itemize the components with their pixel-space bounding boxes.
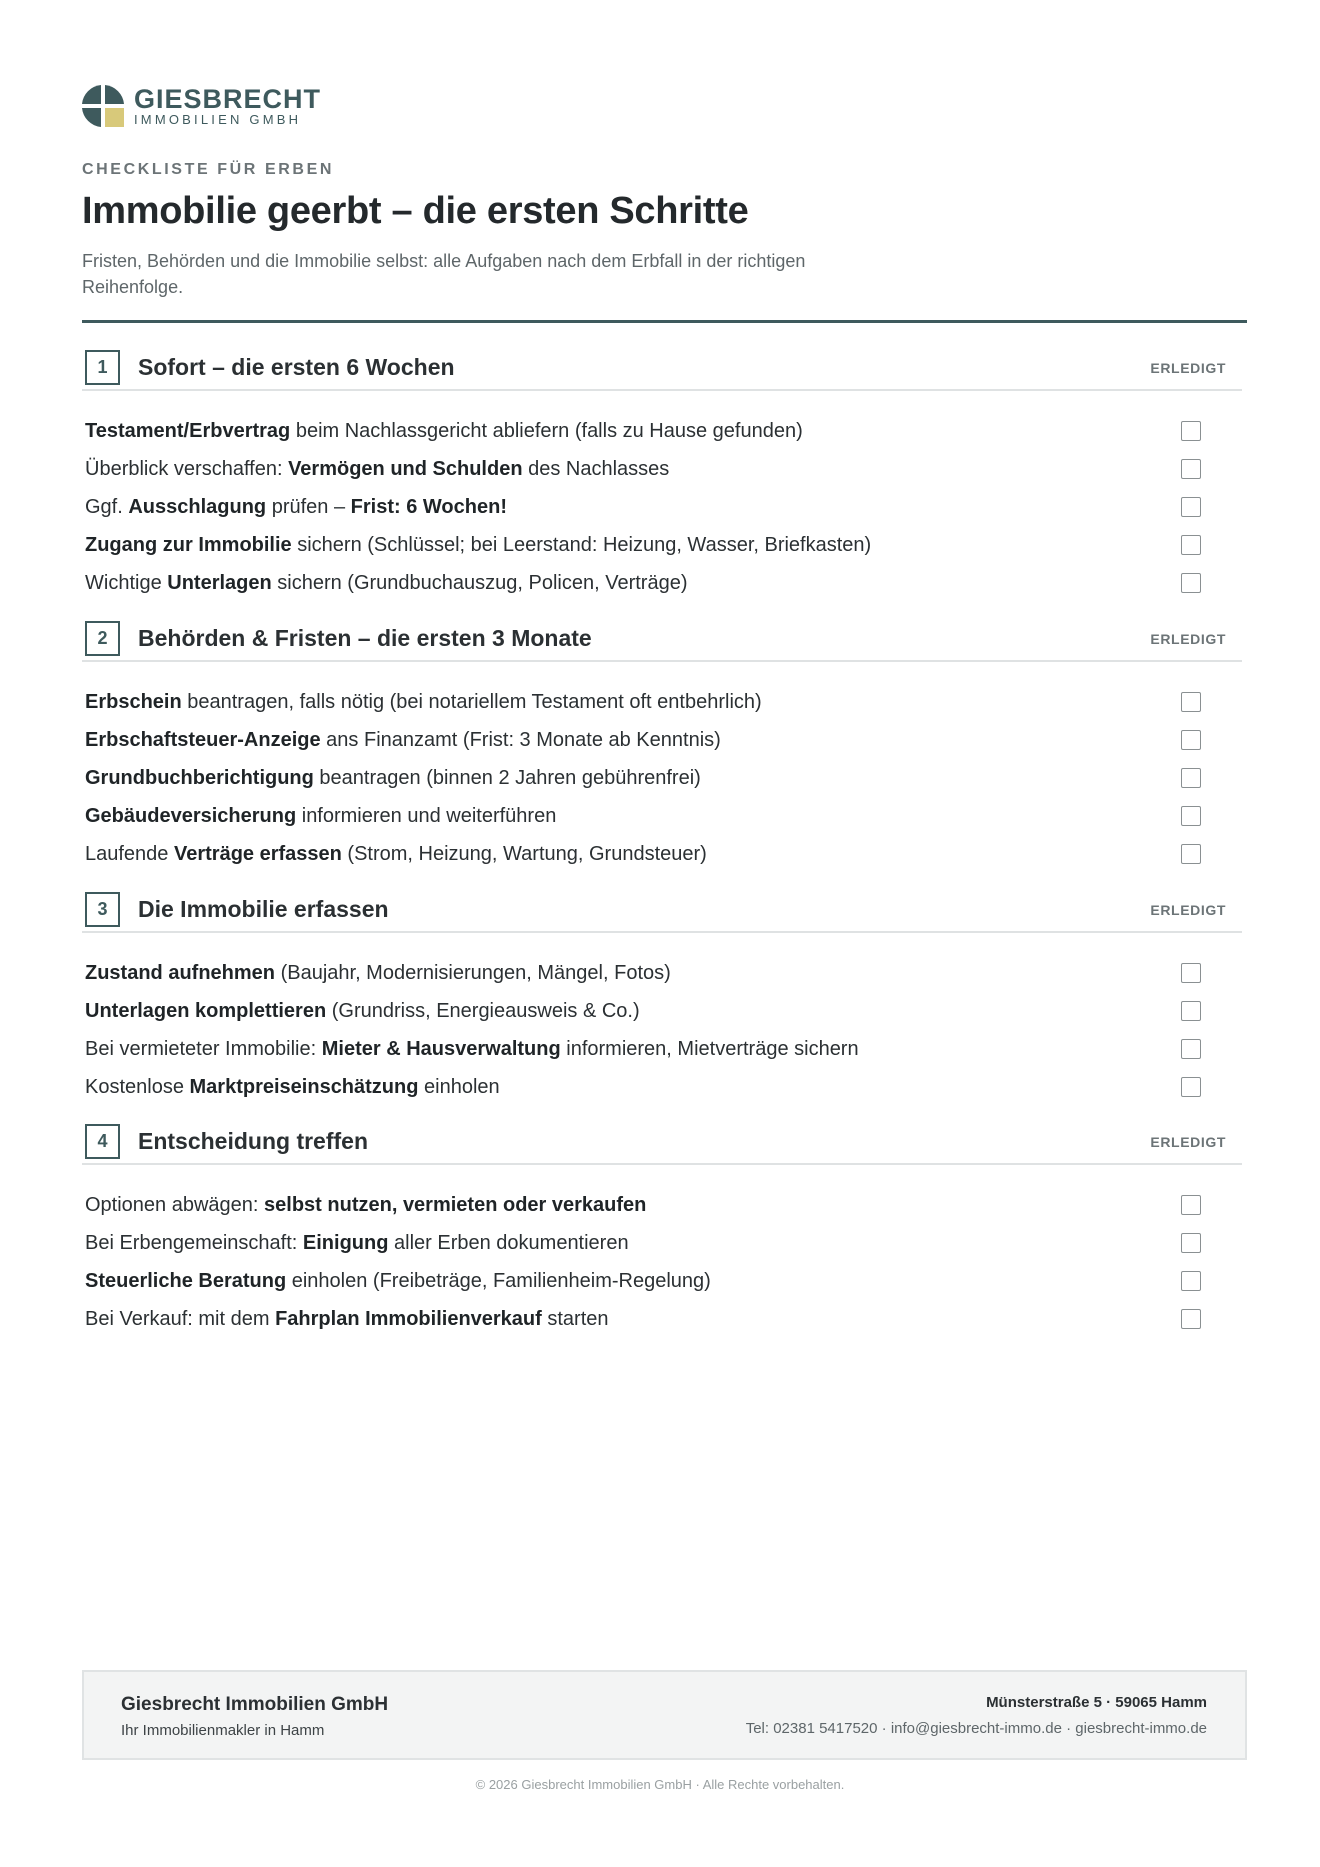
section-header xyxy=(82,1119,1242,1165)
checklist-item xyxy=(82,721,1242,759)
checklist-item-text xyxy=(85,1232,629,1255)
item-text-emphasis: Frist: 6 Wochen! xyxy=(350,495,507,518)
item-text-emphasis: Verträge erfassen xyxy=(173,842,342,865)
checklist-item xyxy=(82,1186,1242,1224)
checklist-item-text xyxy=(85,962,671,985)
checklist-item xyxy=(82,1300,1242,1338)
checklist-items xyxy=(82,954,1242,1106)
checklist-item xyxy=(82,954,1242,992)
item-text-segment: starten xyxy=(541,1307,609,1330)
header-divider xyxy=(82,320,1247,323)
section-number: 3 xyxy=(85,892,120,927)
section-title: Behörden & Fristen – die ersten 3 Monate xyxy=(138,624,592,651)
page-title: Immobilie geerbt – die ersten Schritte xyxy=(82,190,749,232)
item-text-emphasis: Zugang zur Immobilie xyxy=(85,533,292,556)
checklist-items xyxy=(82,683,1242,873)
checklist-item-text xyxy=(85,420,803,443)
item-text-segment: (Baujahr, Modernisierungen, Mängel, Fotos) xyxy=(275,961,671,984)
section-title: Die Immobilie erfassen xyxy=(138,895,389,922)
logo-mark-icon xyxy=(82,85,124,127)
item-text-segment: Laufende xyxy=(85,842,174,865)
checklist-item xyxy=(82,1030,1242,1068)
document-kicker: CHECKLISTE FÜR ERBEN xyxy=(82,161,335,178)
checklist-item xyxy=(82,564,1242,602)
done-checkbox[interactable] xyxy=(1181,421,1201,441)
done-checkbox[interactable] xyxy=(1181,1271,1201,1291)
copyright-notice: © 2026 Giesbrecht Immobilien GmbH · Alle Rechte vorbehalten. xyxy=(475,1777,845,1792)
item-text-emphasis: Ausschlagung xyxy=(128,495,267,518)
checklist-item-text xyxy=(85,1270,711,1293)
section-header xyxy=(82,616,1242,662)
item-text-segment: Bei Erbengemeinschaft: xyxy=(85,1231,303,1254)
checklist-item-text xyxy=(85,1076,500,1099)
done-column-label: ERLEDIGT xyxy=(1150,1134,1226,1150)
done-checkbox[interactable] xyxy=(1181,844,1201,864)
item-text-segment: prüfen – xyxy=(266,495,351,518)
item-text-segment: einholen (Freibeträge, Familienheim-Regelung) xyxy=(286,1269,711,1292)
checklist-item xyxy=(82,488,1242,526)
section-number: 2 xyxy=(85,621,120,656)
item-text-segment: beim Nachlassgericht abliefern (falls zu Hause gefunden) xyxy=(290,419,803,442)
checklist-item xyxy=(82,759,1242,797)
item-text-segment: Überblick verschaffen: xyxy=(85,457,289,480)
checklist-item xyxy=(82,526,1242,564)
checklist-item xyxy=(82,992,1242,1030)
checklist-item-text xyxy=(85,496,507,519)
done-checkbox[interactable] xyxy=(1181,806,1201,826)
item-text-segment: sichern (Grundbuchauszug, Policen, Verträge) xyxy=(271,571,688,594)
checklist-item xyxy=(82,412,1242,450)
footer-company: Giesbrecht Immobilien GmbH xyxy=(121,1694,389,1715)
footer-address: Münsterstraße 5 · 59065 Hamm xyxy=(986,1694,1207,1711)
item-text-emphasis: Einigung xyxy=(302,1231,389,1254)
item-text-emphasis: Unterlagen komplettieren xyxy=(85,999,327,1022)
page-lead: Fristen, Behörden und die Immobilie selbst: alle Aufgaben nach dem Erbfall in der richtigen Reihenfolge. xyxy=(82,251,806,297)
section-immobilie-erfassen xyxy=(82,887,1242,1106)
footer-tagline: Ihr Immobilienmakler in Hamm xyxy=(121,1722,325,1739)
item-text-emphasis: Erbschaftsteuer-Anzeige xyxy=(85,728,321,751)
section-title: Sofort – die ersten 6 Wochen xyxy=(138,353,455,380)
item-text-emphasis: Gebäudeversicherung xyxy=(85,804,297,827)
checklist-item-text xyxy=(85,458,669,481)
item-text-emphasis: selbst nutzen, vermieten oder verkaufen xyxy=(264,1193,647,1216)
done-checkbox[interactable] xyxy=(1181,1309,1201,1329)
item-text-segment: beantragen (binnen 2 Jahren gebührenfrei) xyxy=(313,766,701,789)
item-text-segment: Bei Verkauf: mit dem xyxy=(85,1307,276,1330)
item-text-emphasis: Mieter & Hausverwaltung xyxy=(321,1037,561,1060)
done-checkbox[interactable] xyxy=(1181,1233,1201,1253)
company-logo xyxy=(82,84,321,128)
item-text-segment: (Strom, Heizung, Wartung, Grundsteuer) xyxy=(341,842,707,865)
checklist-item xyxy=(82,683,1242,721)
checklist-item-text xyxy=(85,1000,640,1023)
checklist-item-text xyxy=(85,1038,859,1061)
item-text-emphasis: Grundbuchberichtigung xyxy=(85,766,314,789)
item-text-emphasis: Vermögen und Schulden xyxy=(288,457,523,480)
checklist-item-text xyxy=(85,1194,646,1217)
item-text-segment: einholen xyxy=(418,1075,500,1098)
item-text-segment: sichern (Schlüssel; bei Leerstand: Heizung, Wasser, Briefkasten) xyxy=(291,533,872,556)
checklist-item xyxy=(82,797,1242,835)
item-text-segment: beantragen, falls nötig (bei notariellem Testament oft entbehrlich) xyxy=(181,690,762,713)
done-checkbox[interactable] xyxy=(1181,1001,1201,1021)
item-text-segment: Ggf. xyxy=(85,495,129,518)
done-checkbox[interactable] xyxy=(1181,1077,1201,1097)
checklist-item-text xyxy=(85,534,871,557)
section-number: 1 xyxy=(85,350,120,385)
done-column-label: ERLEDIGT xyxy=(1150,902,1226,918)
item-text-emphasis: Fahrplan Immobilienverkauf xyxy=(275,1307,542,1330)
done-checkbox[interactable] xyxy=(1181,1039,1201,1059)
item-text-segment: des Nachlasses xyxy=(522,457,670,480)
section-behoerden xyxy=(82,616,1242,873)
done-checkbox[interactable] xyxy=(1181,573,1201,593)
checklist-item-text xyxy=(85,767,701,790)
section-entscheidung xyxy=(82,1119,1242,1338)
checklist-item-text xyxy=(85,843,707,866)
checklist-item xyxy=(82,450,1242,488)
footer-contact: Tel: 02381 5417520 · info@giesbrecht-immo.de · giesbrecht-immo.de xyxy=(745,1720,1207,1737)
done-checkbox[interactable] xyxy=(1181,963,1201,983)
checklist-items xyxy=(82,412,1242,602)
checklist-item-text xyxy=(85,729,721,752)
logo-subtitle: IMMOBILIEN GMBH xyxy=(134,112,302,127)
done-checkbox[interactable] xyxy=(1181,768,1201,788)
item-text-segment: informieren und weiterführen xyxy=(296,804,557,827)
footer-box xyxy=(82,1670,1247,1760)
section-header xyxy=(82,887,1242,933)
done-column-label: ERLEDIGT xyxy=(1150,631,1226,647)
item-text-segment: informieren, Mietverträge sichern xyxy=(560,1037,859,1060)
item-text-segment: ans Finanzamt (Frist: 3 Monate ab Kenntnis) xyxy=(320,728,721,751)
checklist-item-text xyxy=(85,1308,609,1331)
item-text-emphasis: Unterlagen xyxy=(167,571,272,594)
checklist-item-text xyxy=(85,691,762,714)
done-checkbox[interactable] xyxy=(1181,535,1201,555)
checklist-item-text xyxy=(85,805,556,828)
item-text-segment: Wichtige xyxy=(85,571,168,594)
done-checkbox[interactable] xyxy=(1181,459,1201,479)
item-text-emphasis: Zustand aufnehmen xyxy=(85,961,276,984)
checklist-item-text xyxy=(85,572,688,595)
section-sofort xyxy=(82,345,1242,602)
item-text-segment: Kostenlose xyxy=(85,1075,190,1098)
section-header xyxy=(82,345,1242,391)
logo-name: GIESBRECHT xyxy=(134,84,322,114)
item-text-emphasis: Testament/Erbvertrag xyxy=(85,419,291,442)
checklist-item xyxy=(82,1068,1242,1106)
section-number: 4 xyxy=(85,1124,120,1159)
done-checkbox[interactable] xyxy=(1181,1195,1201,1215)
item-text-emphasis: Steuerliche Beratung xyxy=(85,1269,287,1292)
item-text-segment: (Grundriss, Energieausweis & Co.) xyxy=(326,999,640,1022)
item-text-segment: Bei vermieteter Immobilie: xyxy=(85,1037,322,1060)
item-text-emphasis: Erbschein xyxy=(85,690,182,713)
done-column-label: ERLEDIGT xyxy=(1150,360,1226,376)
done-checkbox[interactable] xyxy=(1181,497,1201,517)
section-title: Entscheidung treffen xyxy=(138,1127,369,1154)
item-text-segment: aller Erben dokumentieren xyxy=(388,1231,629,1254)
checklist-items xyxy=(82,1186,1242,1338)
checklist-item xyxy=(82,1262,1242,1300)
checklist-item xyxy=(82,1224,1242,1262)
item-text-emphasis: Marktpreiseinschätzung xyxy=(189,1075,419,1098)
done-checkbox[interactable] xyxy=(1181,730,1201,750)
done-checkbox[interactable] xyxy=(1181,692,1201,712)
checklist-item xyxy=(82,835,1242,873)
item-text-segment: Optionen abwägen: xyxy=(85,1193,265,1216)
